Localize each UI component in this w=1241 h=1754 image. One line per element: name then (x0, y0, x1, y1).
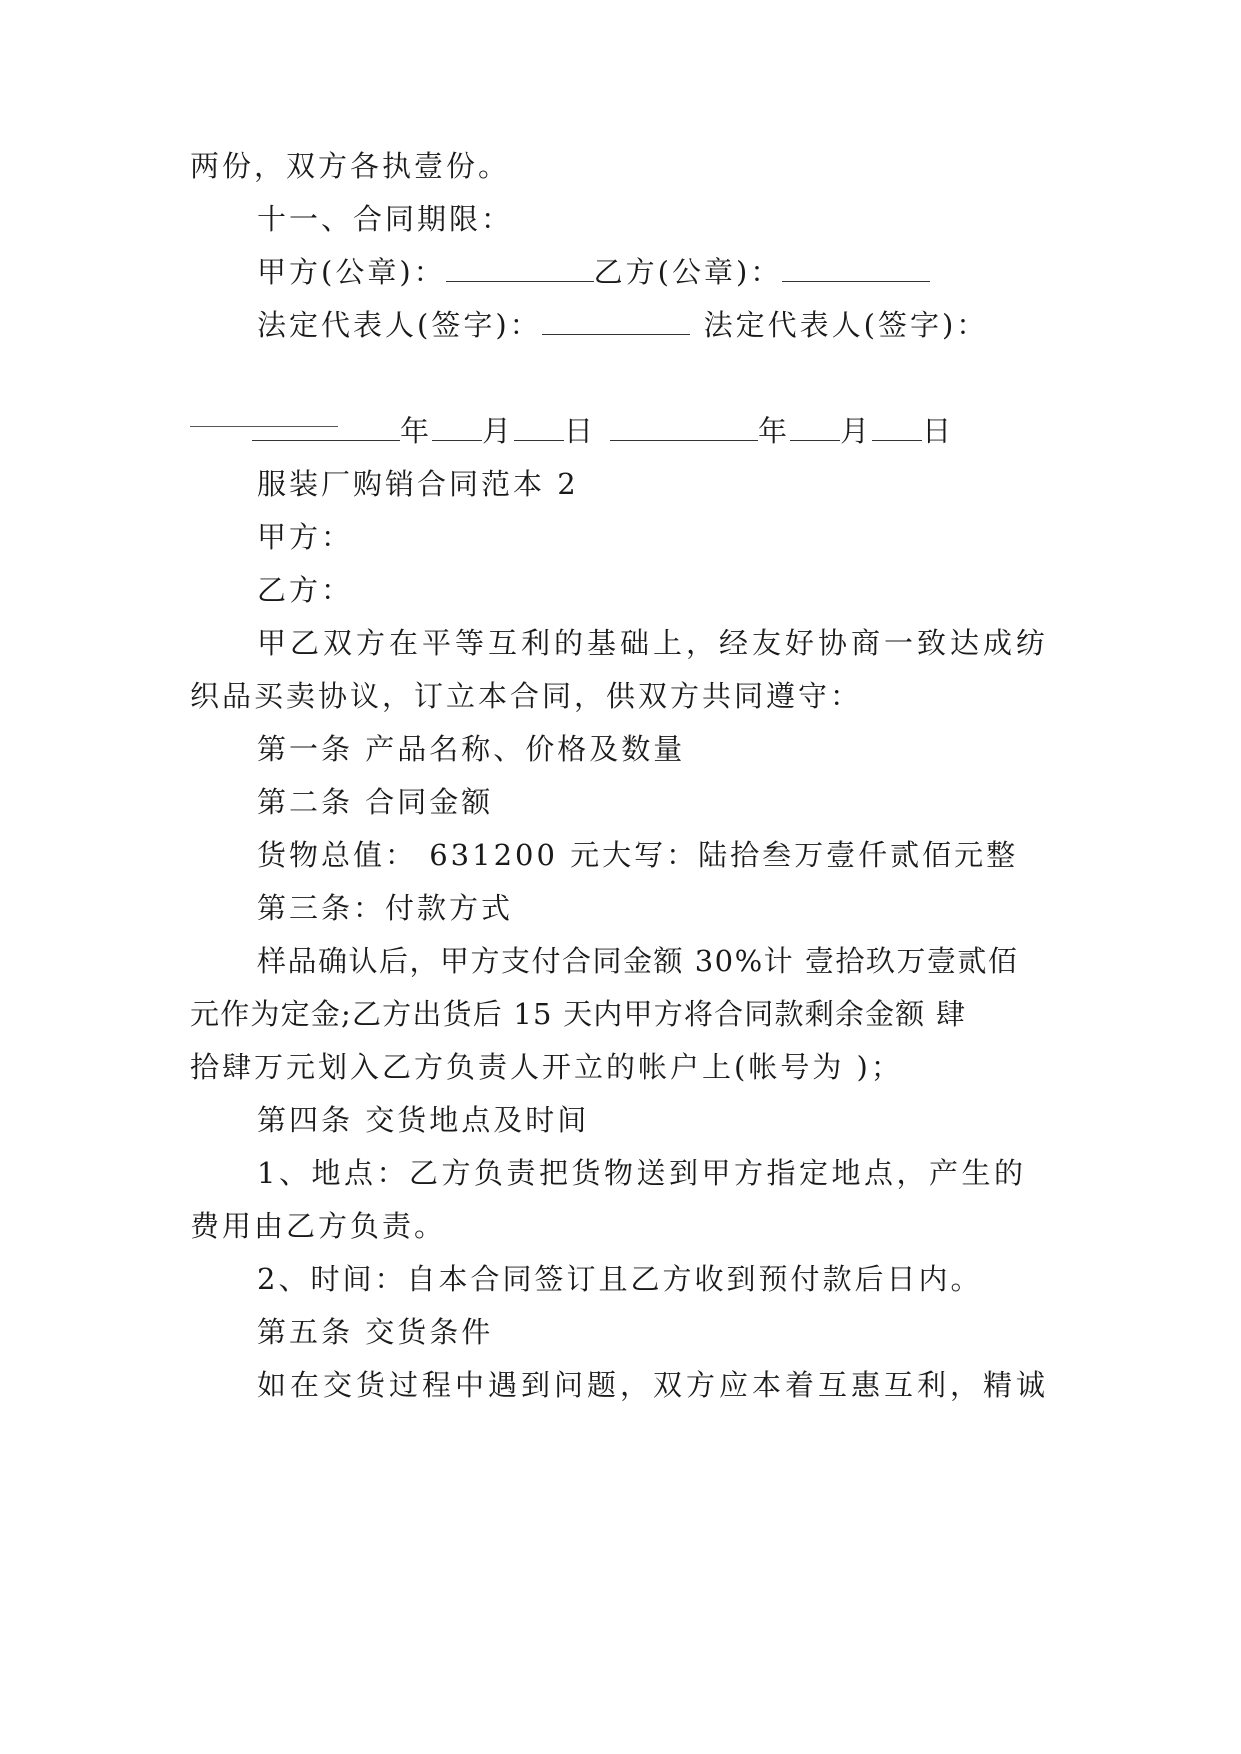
party-b-seal-label: 乙方(公章)： (593, 255, 783, 289)
party-b-seal-blank (782, 255, 930, 282)
article-heading: 第三条：付款方式 (257, 891, 514, 925)
month-label: 月 (482, 414, 515, 448)
seal-line (257, 252, 930, 292)
paragraph-line: 2、时间：自本合同签订且乙方收到预付款后日内。 (257, 1262, 983, 1296)
paragraph-line: 如在交货过程中遇到问题，双方应本着互惠互利，精诚 (257, 1368, 1050, 1402)
paragraph-line: 1、地点：乙方负责把货物送到甲方指定地点，产生的 (257, 1156, 1027, 1190)
section-heading: 十一、合同期限： (257, 202, 514, 236)
article-heading: 第四条 交货地点及时间 (257, 1103, 590, 1137)
date-a-day-blank (514, 414, 564, 441)
date-b-day-blank (872, 414, 922, 441)
signature-line (257, 305, 988, 345)
date-b-month-blank (790, 414, 840, 441)
party-a-seal-blank (446, 255, 594, 282)
paragraph-line: 元作为定金;乙方出货后 15 天内甲方将合同款剩余金额 肆 (190, 997, 967, 1031)
day-label: 日 (564, 414, 597, 448)
party-a-label: 甲方： (257, 520, 354, 554)
article-heading: 第二条 合同金额 (257, 785, 494, 819)
article-heading: 第一条 产品名称、价格及数量 (257, 732, 686, 766)
total-value-line: 货物总值： 631200 元大写：陆拾叁万壹仟贰佰元整 (257, 838, 1019, 872)
paragraph-line: 织品买卖协议，订立本合同，供双方共同遵守： (190, 679, 863, 713)
paragraph-line: 甲乙双方在平等互利的基础上，经友好协商一致达成纺 (257, 626, 1050, 660)
document-title: 服装厂购销合同范本 2 (257, 467, 579, 501)
paragraph-line: 样品确认后，甲方支付合同金额 30%计 壹拾玖万壹贰佰 (257, 944, 1019, 978)
article-heading: 第五条 交货条件 (257, 1315, 494, 1349)
party-b-label: 乙方： (257, 573, 354, 607)
date-a-year-blank (252, 414, 400, 441)
date-line (252, 411, 954, 451)
paragraph-line: 拾肆万元划入乙方负责人开立的帐户上(帐号为 )； (190, 1050, 903, 1084)
party-a-seal-label: 甲方(公章)： (257, 255, 446, 289)
party-a-rep-blank (542, 308, 690, 335)
text-line: 两份，双方各执壹份。 (190, 149, 511, 183)
date-a-month-blank (432, 414, 482, 441)
date-b-year-blank (610, 414, 758, 441)
party-a-rep-label: 法定代表人(签字)： (257, 308, 542, 342)
party-b-rep-label: 法定代表人(签字)： (703, 308, 989, 342)
year-label: 年 (400, 414, 433, 448)
day-label: 日 (922, 414, 955, 448)
paragraph-line: 费用由乙方负责。 (190, 1209, 447, 1243)
month-label: 月 (840, 414, 873, 448)
year-label: 年 (758, 414, 791, 448)
